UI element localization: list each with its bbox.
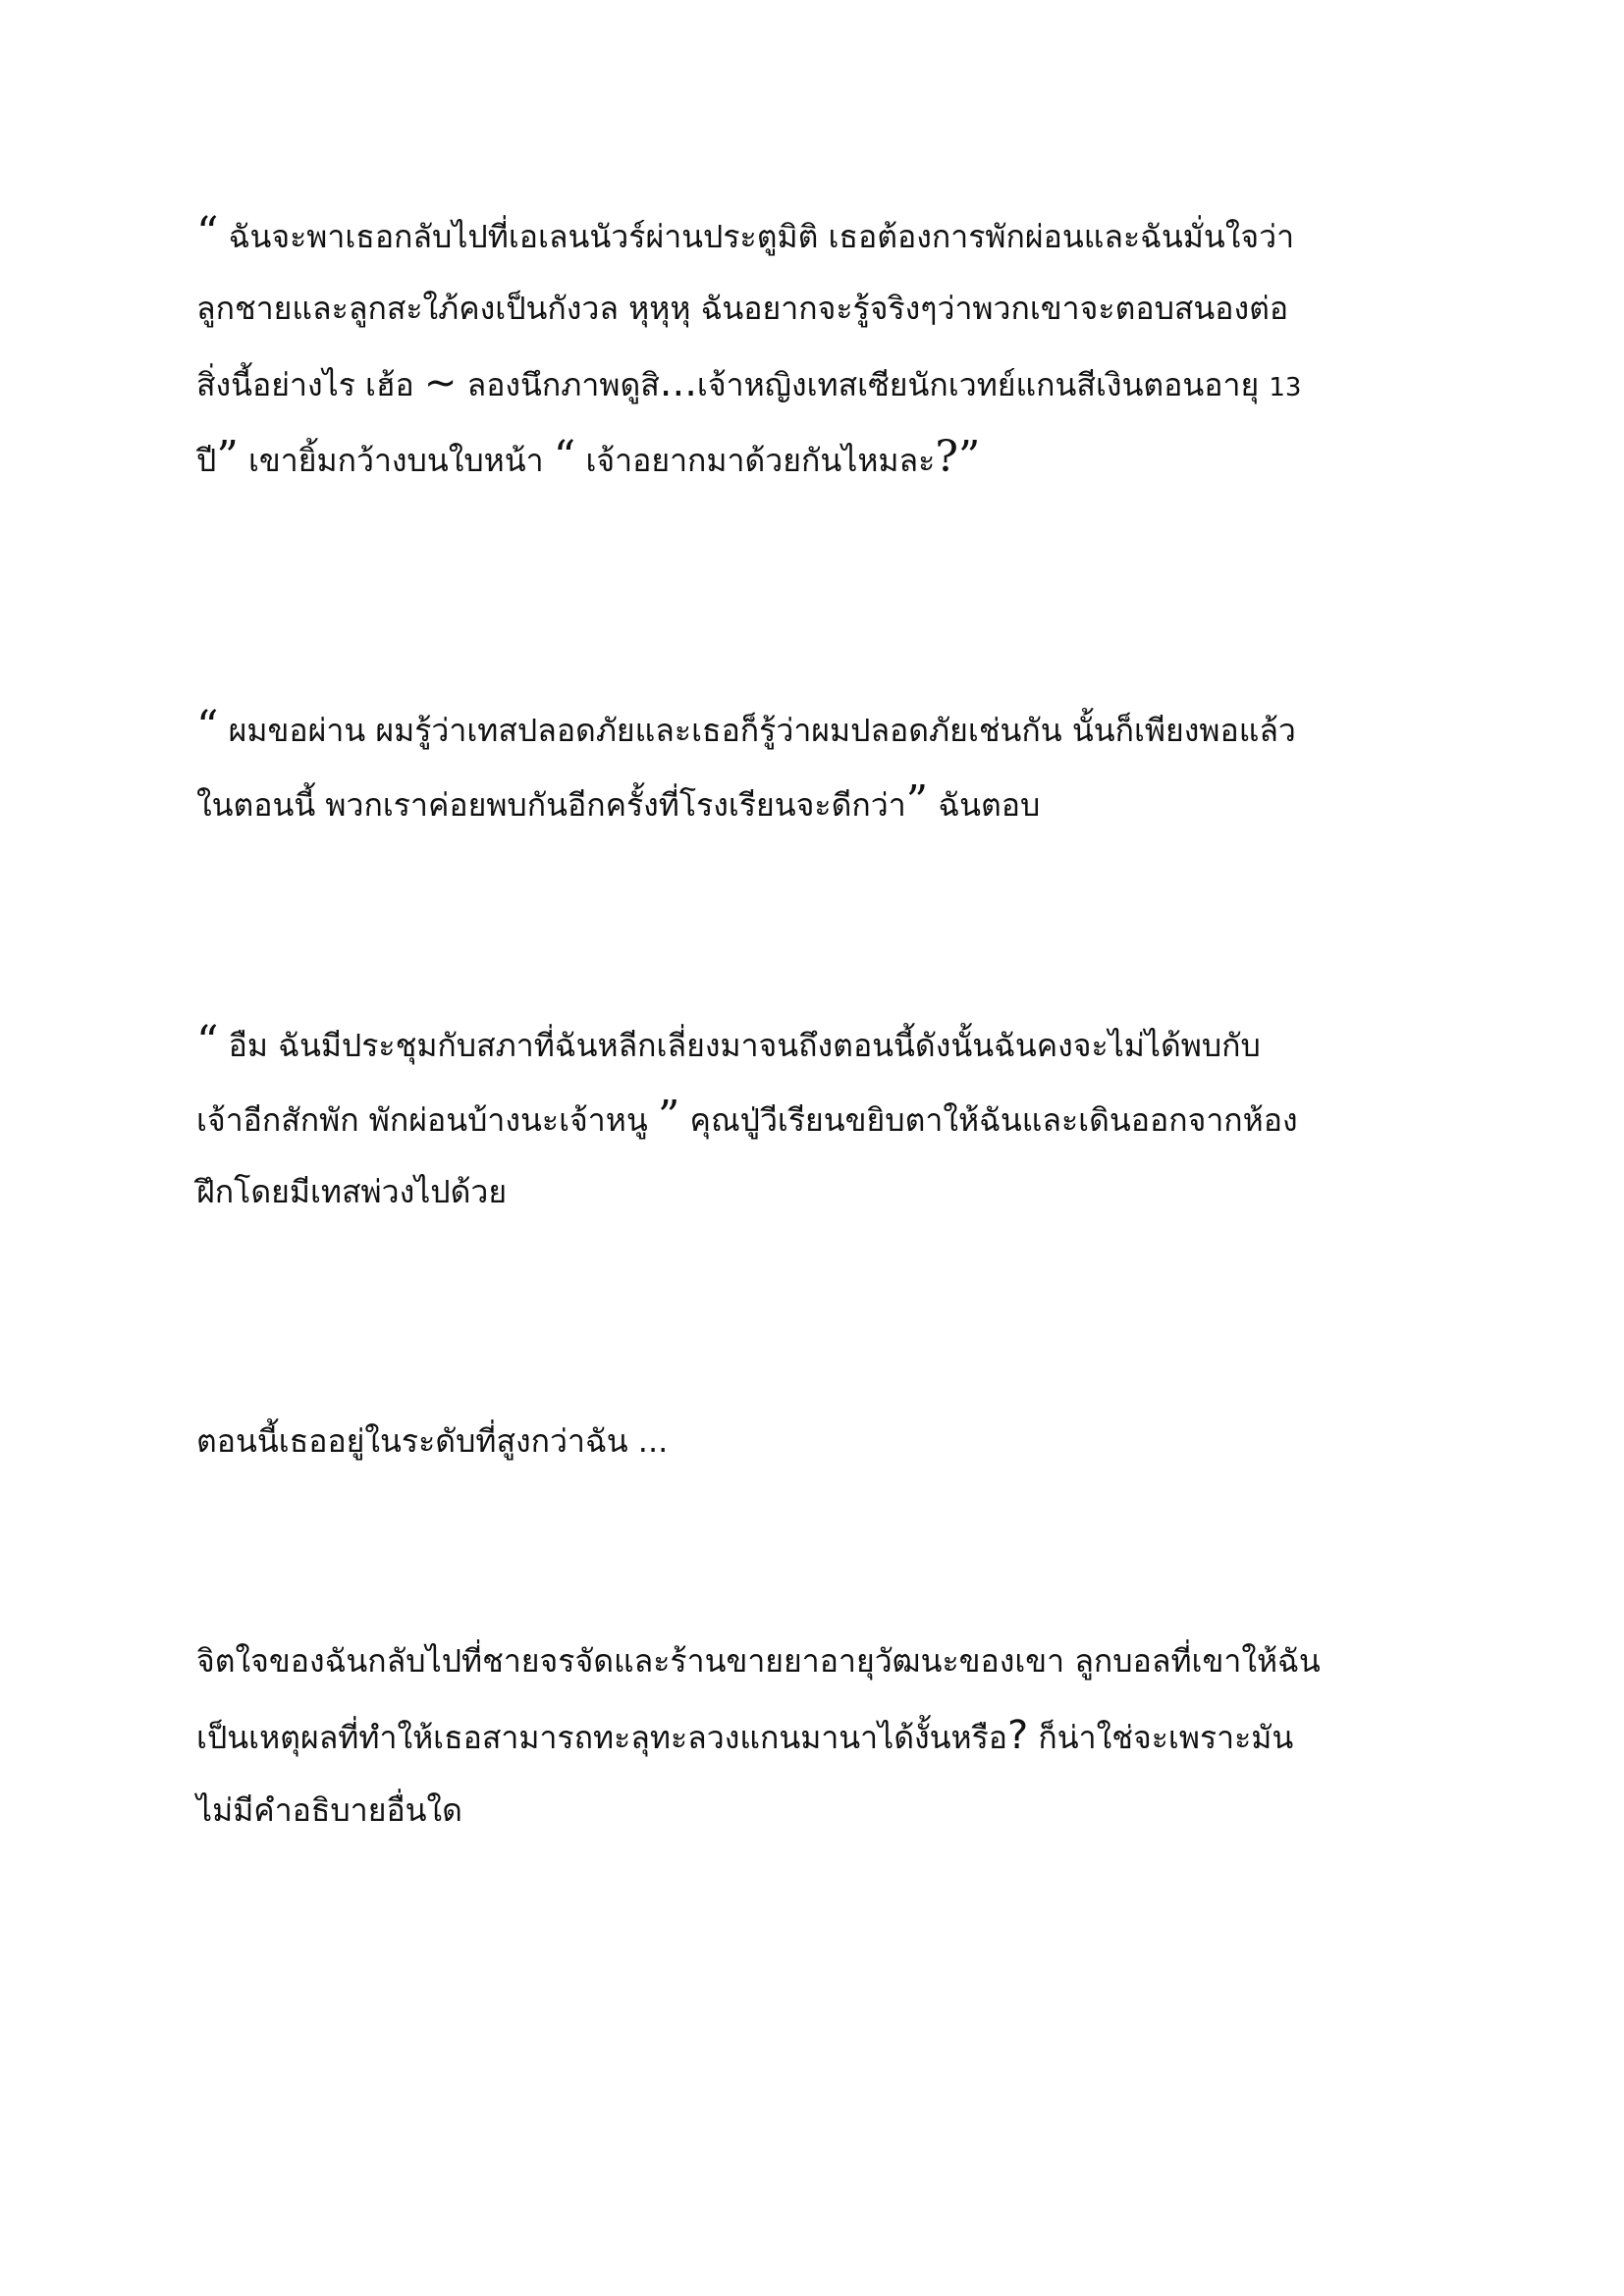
text-span: อืม ฉันมีประชุมกับสภาที่ฉันหลีกเลี่ยงมาจนถึงตอนนี้ดังนั้นฉันคงจะไม่ได้พบกับ bbox=[218, 1027, 1261, 1064]
text-line bbox=[196, 420, 1438, 495]
paragraph-4 bbox=[196, 1404, 1438, 1478]
text-line bbox=[196, 690, 1438, 765]
text-line bbox=[196, 1005, 1438, 1080]
paragraph-5 bbox=[196, 1624, 1438, 1847]
text-line bbox=[196, 271, 1438, 346]
question-mark: ? bbox=[1007, 1713, 1029, 1758]
close-quote: ” bbox=[216, 432, 239, 482]
text-line bbox=[196, 346, 1438, 420]
text-line bbox=[196, 1624, 1438, 1698]
text-span: จิตใจของฉันกลับไปที่ชายจรจัดและร้านขายยาอายุวัฒนะของเขา ลูกบอลที่เขาให้ฉัน bbox=[196, 1642, 1321, 1680]
text-span: ฝึกโดยมีเทสพ่วงไปด้วย bbox=[196, 1173, 508, 1210]
text-span: ไม่มีคำอธิบายอื่นใด bbox=[196, 1791, 462, 1829]
text-span: ผมขอผ่าน ผมรู้ว่าเทสปลอดภัยและเธอก็รู้ว่าผมปลอดภัยเช่นกัน นั้นก็เพียงพอแล้ว bbox=[218, 712, 1296, 749]
text-span: ปี bbox=[196, 442, 217, 479]
text-span: เขายิ้มกว้างบนใบหน้า bbox=[238, 442, 554, 479]
open-quote: “ bbox=[196, 208, 219, 258]
text-span: ลองนึกภาพดูสิ bbox=[457, 366, 660, 403]
paragraph-1 bbox=[196, 196, 1438, 495]
open-quote: “ bbox=[196, 702, 219, 752]
close-quote: ” bbox=[905, 776, 929, 827]
text-line bbox=[196, 1404, 1438, 1478]
tilde: ~ bbox=[423, 360, 458, 405]
open-quote: “ bbox=[553, 432, 576, 482]
text-span: เจ้าหญิงเทสเซียนักเวทย์แกนสีเงินตอนอายุ bbox=[696, 366, 1270, 403]
text-line bbox=[196, 196, 1438, 271]
text-span: ตอนนี้เธออยู่ในระดับที่สูงกว่าฉัน ... bbox=[196, 1422, 669, 1460]
question-close-quote: ?” bbox=[935, 432, 981, 482]
ellipsis: ... bbox=[659, 360, 697, 405]
age-number: 13 bbox=[1269, 373, 1302, 402]
open-quote: “ bbox=[196, 1017, 219, 1067]
text-span: เป็นเหตุผลที่ทำให้เธอสามารถทะลุทะลวงแกนมานาได้งั้นหรือ bbox=[196, 1719, 1008, 1756]
text-span: สิ่งนี้อย่างไร เฮ้อ bbox=[196, 366, 424, 403]
text-span: ฉันตอบ bbox=[928, 786, 1041, 824]
text-line bbox=[196, 1080, 1438, 1154]
close-quote: ” bbox=[657, 1092, 680, 1142]
text-span: ในตอนนี้ พวกเราค่อยพบกันอีกครั้งที่โรงเรียนจะดีกว่า bbox=[196, 786, 906, 824]
text-span: ลูกชายและลูกสะใภ้คงเป็นกังวล หุหุหุ ฉันอยากจะรู้จริงๆว่าพวกเขาจะตอบสนองต่อ bbox=[196, 290, 1289, 327]
text-line bbox=[196, 1698, 1438, 1773]
text-span: คุณปู่วีเรียนขยิบตาให้ฉันและเดินออกจากห้อง bbox=[679, 1101, 1298, 1139]
text-span: ก็น่าใช่จะเพราะมัน bbox=[1028, 1719, 1294, 1756]
text-span: เจ้าอีกสักพัก พักผ่อนบ้างนะเจ้าหนู bbox=[196, 1101, 658, 1139]
text-span: เจ้าอยากมาด้วยกันไหมละ bbox=[575, 442, 936, 479]
text-line bbox=[196, 1773, 1438, 1847]
text-span: ฉันจะพาเธอกลับไปที่เอเลนนัวร์ผ่านประตูมิติ เธอต้องการพักผ่อนและฉันมั่นใจว่า bbox=[218, 218, 1295, 255]
text-line bbox=[196, 765, 1438, 839]
paragraph-2 bbox=[196, 690, 1438, 839]
text-line bbox=[196, 1154, 1438, 1229]
paragraph-3 bbox=[196, 1005, 1438, 1229]
